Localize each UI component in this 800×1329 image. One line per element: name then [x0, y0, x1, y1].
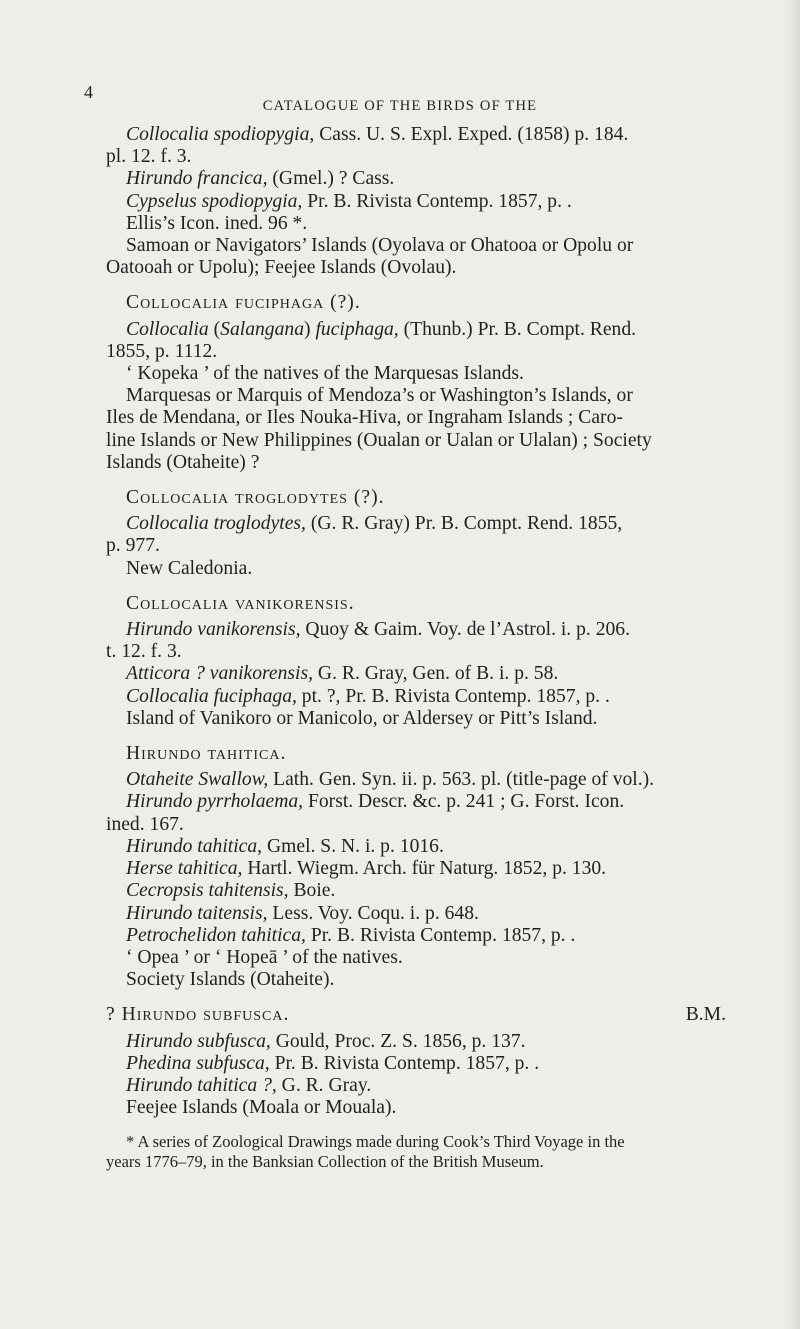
page-body [106, 124, 726, 1172]
synonym-line: Cecropsis tahitensis, Boie. [126, 880, 336, 902]
page-number: 4 [84, 82, 93, 102]
entry-collocalia-vanikorensis [106, 593, 726, 730]
synonym-line: Hirundo tahitica, Gmel. S. N. i. p. 1016. [126, 835, 444, 857]
species-heading: Hirundo tahitica. [126, 743, 287, 765]
species-heading-row [106, 1004, 726, 1030]
running-head: CATALOGUE OF THE BIRDS OF THE [262, 98, 538, 114]
synonym-line: Collocalia fuciphaga, pt. ?, Pr. B. Rivista Contemp. 1857, p. . [126, 685, 610, 707]
text-line: p. 977. [106, 535, 160, 557]
synonym-line: Hirundo tahitica ?, G. R. Gray. [126, 1074, 372, 1096]
footnote-line: * A series of Zoological Drawings made during Cook’s Third Voyage in the [126, 1132, 625, 1152]
text-line: ‘ Opea ’ or ‘ Hopeā ’ of the natives. [126, 946, 403, 968]
locality-line: Iles de Mendana, or Iles Nouka-Hiva, or Ingraham Islands ; Caro- [106, 407, 623, 429]
text-line: pl. 12. f. 3. [106, 146, 192, 168]
synonym-line: Collocalia troglodytes, (G. R. Gray) Pr. B. Compt. Rend. 1855, [126, 513, 623, 535]
species-heading: Collocalia troglodytes (?). [126, 487, 385, 509]
text-line: 1855, p. 1112. [106, 340, 218, 362]
locality-line: New Caledonia. [126, 557, 253, 579]
collection-tag: B.M. [685, 1004, 726, 1026]
synonym-line: Cypselus spodiopygia, Pr. B. Rivista Contemp. 1857, p. . [126, 190, 572, 212]
synonym-line: Collocalia spodiopygia, Cass. U. S. Expl. Exped. (1858) p. 184. [126, 124, 629, 145]
scan-edge-shadow [786, 0, 800, 1329]
entry-collocalia-fuciphaga [106, 292, 726, 474]
locality-line: Islands (Otaheite) ? [106, 451, 260, 473]
text-line: ined. 167. [106, 813, 184, 835]
entry-hirundo-tahitica [106, 743, 726, 991]
entry-collocalia-troglodytes [106, 487, 726, 580]
locality-line: Oatooah or Upolu); Feejee Islands (Ovolau). [106, 257, 457, 279]
synonym-line: Collocalia (Salangana) fuciphaga, (Thunb.) Pr. B. Compt. Rend. [126, 318, 637, 340]
synonym-line: Atticora ? vanikorensis, G. R. Gray, Gen. of B. i. p. 58. [126, 663, 559, 685]
synonym-line: Hirundo subfusca, Gould, Proc. Z. S. 1856, p. 137. [126, 1030, 526, 1052]
text-line: Ellis’s Icon. ined. 96 *. [126, 212, 308, 234]
synonym-line: Hirundo francica, (Gmel.) ? Cass. [126, 168, 395, 190]
species-heading: Collocalia fuciphaga (?). [126, 292, 361, 314]
synonym-line: Hirundo taitensis, Less. Voy. Coqu. i. p. 648. [126, 902, 479, 924]
synonym-line: Otaheite Swallow, Lath. Gen. Syn. ii. p. 563. pl. (title-page of vol.). [126, 769, 655, 791]
synonym-line: Petrochelidon tahitica, Pr. B. Rivista Contemp. 1857, p. . [126, 924, 576, 946]
entry-hirundo-subfusca [106, 1004, 726, 1119]
locality-line: line Islands or New Philippines (Oualan or Ualan or Ulalan) ; Society [106, 429, 652, 451]
locality-line: Feejee Islands (Moala or Mouala). [126, 1097, 397, 1119]
footnote [106, 1132, 726, 1172]
locality-line: Society Islands (Otaheite). [126, 969, 335, 991]
text-line: t. 12. f. 3. [106, 641, 182, 663]
species-heading: ? Hirundo subfusca. [106, 1004, 290, 1026]
text-line: ‘ Kopeka ’ of the natives of the Marquesas Islands. [126, 363, 524, 385]
synonym-line: Hirundo pyrrholaema, Forst. Descr. &c. p. 241 ; G. Forst. Icon. [126, 791, 625, 813]
entry-collocalia-spodiopygia [106, 124, 726, 279]
footnote-line: years 1776–79, in the Banksian Collection of the British Museum. [106, 1152, 544, 1172]
locality-line: Marquesas or Marquis of Mendoza’s or Washington’s Islands, or [126, 385, 633, 407]
locality-line: Samoan or Navigators’ Islands (Oyolava or Ohatooa or Opolu or [126, 235, 634, 257]
synonym-line: Hirundo vanikorensis, Quoy & Gaim. Voy. de l’Astrol. i. p. 206. [126, 619, 630, 641]
synonym-line: Phedina subfusca, Pr. B. Rivista Contemp. 1857, p. . [126, 1052, 540, 1074]
species-heading: Collocalia vanikorensis. [126, 592, 355, 614]
locality-line: Island of Vanikoro or Manicolo, or Aldersey or Pitt’s Island. [126, 707, 598, 729]
synonym-line: Herse tahitica, Hartl. Wiegm. Arch. für Naturg. 1852, p. 130. [126, 858, 607, 880]
